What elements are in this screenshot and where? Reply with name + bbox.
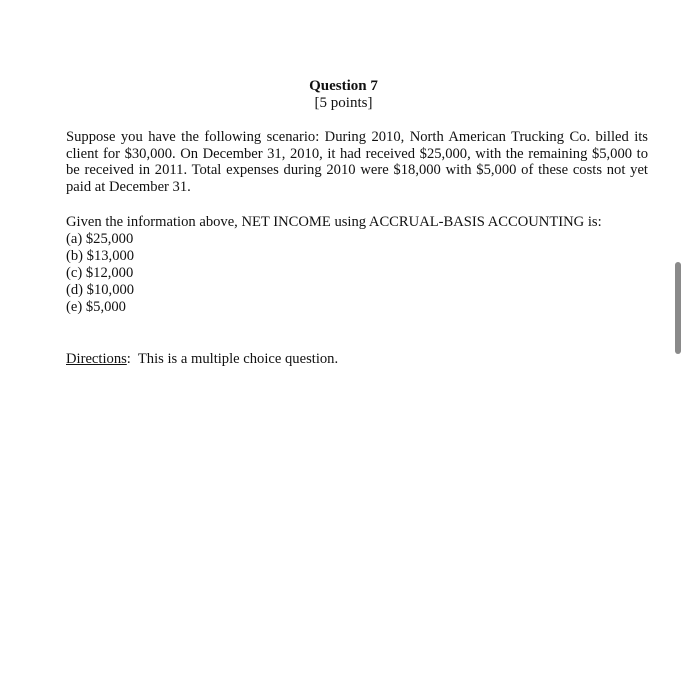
scenario-line: be received in 2011. Total expenses during 2010 were $18,000 with $5,000 of these costs not yet [66,162,648,178]
answer-option-c: (c) $12,000 [66,265,134,281]
scenario-paragraph [66,129,648,195]
directions [66,351,648,368]
answer-options [66,231,648,316]
answer-option-d: (d) $10,000 [66,282,135,298]
question-points: [5 points] [314,95,373,111]
vertical-scrollbar[interactable] [675,262,681,354]
question-title: Question 7 [309,78,378,94]
answer-option-b: (b) $13,000 [66,248,135,264]
scenario-line: Suppose you have the following scenario: During 2010, North American Trucking Co. billed its [66,129,648,145]
scenario-line: client for $30,000. On December 31, 2010, it had received $25,000, with the remaining $5,000 to [66,145,648,162]
question-prompt: Given the information above, NET INCOME using ACCRUAL-BASIS ACCOUNTING is: [66,214,602,230]
directions-separator: : [126,351,131,367]
directions-text: This is a multiple choice question. [130,351,339,367]
answer-option-a: (a) $25,000 [66,231,134,247]
answer-option-e: (e) $5,000 [66,299,126,315]
question-header [0,78,687,112]
directions-label: Directions [66,351,127,367]
scenario-line: paid at December 31. [66,178,191,195]
